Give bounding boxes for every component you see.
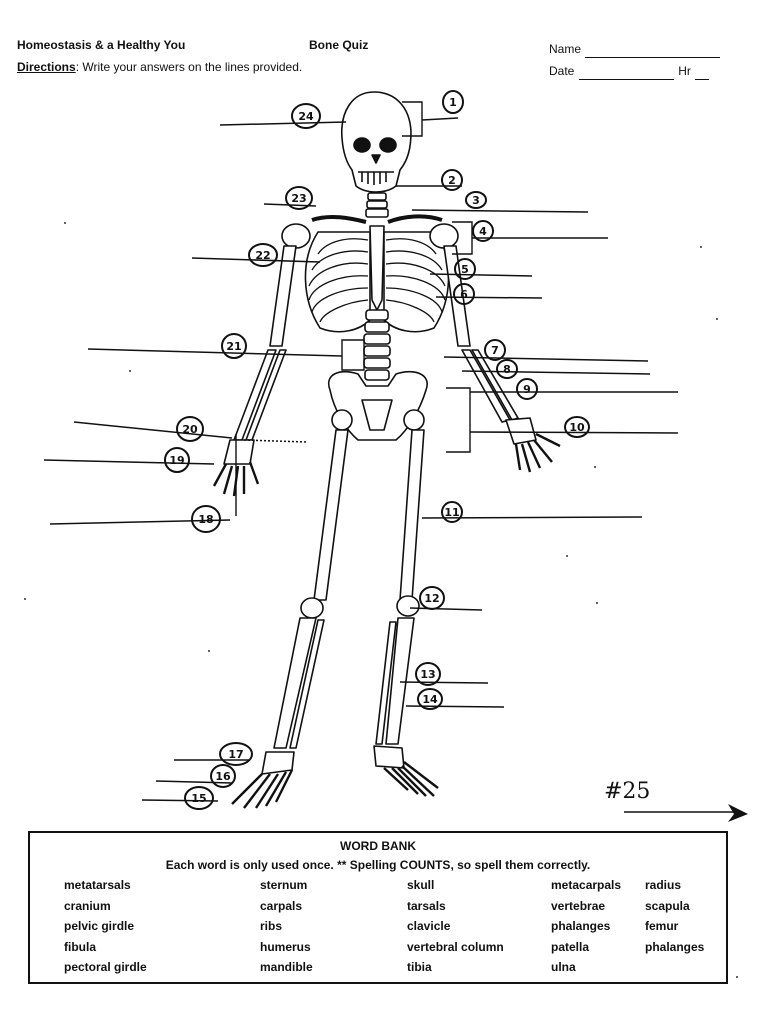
label-number-24: 24 [298,110,314,123]
hand-right [506,418,536,444]
word-bank-item: patella [551,939,590,954]
femur-left [314,430,348,600]
label-number-5: 5 [461,263,469,276]
label-number-15: 15 [191,792,207,805]
word-bank-column-5 [645,878,704,960]
label-number-9: 9 [523,383,531,396]
cervical-vertebra [367,201,387,208]
hr-label: Hr [678,64,691,78]
clavicle-right [388,216,442,222]
name-label: Name [549,42,582,56]
label-number-10: 10 [569,421,585,434]
label-number-7: 7 [491,344,499,357]
label-number-16: 16 [215,770,231,783]
word-bank-item: humerus [260,939,311,954]
label-number-23: 23 [291,192,307,205]
label-number-20: 20 [182,423,198,436]
word-bank-item: ulna [551,960,576,974]
skull-shape [342,92,411,192]
sternum-shape [370,226,384,310]
course-title: Homeostasis & a Healthy You [17,38,186,52]
word-bank-item: metatarsals [64,878,131,892]
word-bank-item: fibula [64,939,96,954]
foot-tarsals-left [262,752,294,774]
foot-tarsals-right [374,746,404,768]
shoulder-left [282,224,310,248]
word-bank-item: femur [645,919,679,933]
word-bank-item: vertebral column [407,939,504,954]
label-number-2: 2 [448,174,456,187]
eye-socket-left [354,138,370,152]
word-bank-item: mandible [260,960,313,974]
directions-label: Directions [17,60,76,74]
label-number-18: 18 [198,513,214,526]
directions-text: : Write your answers on the lines provided. [75,60,303,74]
label-number-3: 3 [472,194,480,207]
word-bank-item: clavicle [407,919,451,933]
hip-socket-left [332,410,352,430]
quiz-title: Bone Quiz [309,38,369,52]
word-bank-item: tarsals [407,898,446,913]
label-number-19: 19 [169,454,185,467]
word-bank [28,831,728,984]
word-bank-column-2 [260,878,313,981]
word-bank-item: sternum [260,878,308,892]
shoulder-right [430,224,458,248]
eye-socket-right [380,138,396,152]
cervical-vertebra [366,209,388,217]
word-bank-title: WORD BANK [340,839,416,853]
word-bank-item: skull [407,878,435,892]
word-bank-instructions: Each word is only used once. ** Spelling COUNTS, so spell them correctly. [165,858,591,872]
word-bank-column-4 [551,878,621,981]
patella-right [397,596,419,616]
label-number-13: 13 [420,668,436,681]
clavicle-left [312,217,366,222]
label-number-22: 22 [255,249,271,262]
arrow-icon [728,804,748,822]
hand-left [224,440,254,464]
toes-left [232,770,292,808]
word-bank-item: carpals [260,898,303,913]
hip-socket-right [404,410,424,430]
patella-left [301,598,323,618]
word-bank-item: phalanges [645,939,705,954]
label-number-8: 8 [503,363,511,376]
word-bank-item: pectoral girdle [64,960,147,974]
word-bank-item: radius [645,878,682,892]
skeleton [214,92,560,808]
label-number-1: 1 [449,96,457,109]
word-bank-item: pelvic girdle [64,919,135,933]
word-bank-item: phalanges [551,919,611,933]
label-number-4: 4 [479,225,487,238]
word-bank-column-3 [407,878,504,981]
label-number-12: 12 [424,592,440,605]
word-bank-item: ribs [260,919,283,933]
femur-right [400,430,424,600]
word-bank-item: scapula [645,898,690,913]
word-bank-item: vertebrae [551,898,606,913]
word-bank-item: tibia [407,960,432,974]
cervical-vertebra [368,193,386,200]
label-number-21: 21 [226,340,242,353]
label-number-17: 17 [228,748,244,761]
extra-label: #25 [604,779,651,804]
label-number-11: 11 [444,506,460,519]
word-bank-column-1 [64,878,147,981]
label-number-14: 14 [422,693,438,706]
word-bank-item: metacarpals [551,878,622,892]
lumbar-spine [364,310,390,380]
label-number-6: 6 [460,288,468,301]
word-bank-item: cranium [64,898,111,913]
rib-cage-left [305,232,370,332]
date-label: Date [549,64,575,78]
